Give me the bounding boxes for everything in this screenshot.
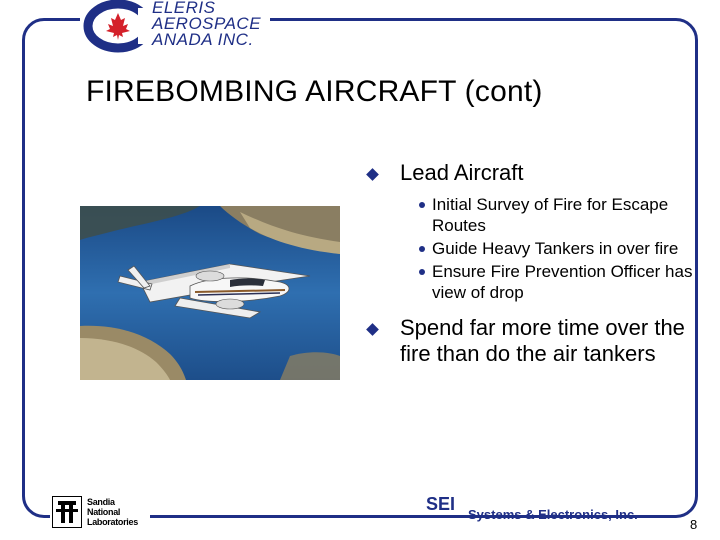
bullet-text: Lead Aircraft — [400, 160, 524, 185]
sub-bullet-item — [368, 261, 698, 303]
c-ring-logo — [80, 0, 160, 56]
dot-bullet-icon — [419, 269, 425, 275]
sei-underline — [420, 515, 462, 518]
aircraft-photo — [80, 206, 340, 380]
bullet-text: Spend far more time over the fire than do the air tankers — [400, 315, 685, 366]
diamond-bullet-icon — [366, 323, 379, 336]
sub-bullet-item — [368, 194, 698, 236]
sub-bullet-list — [368, 194, 698, 303]
sub-bullet-text: Initial Survey of Fire for Escape Routes — [432, 195, 669, 235]
sandia-name — [87, 497, 138, 527]
sei-logo-text: SEI — [426, 494, 456, 514]
bullet-lead-aircraft — [368, 160, 698, 186]
sei-company-name: Systems & Electronics, Inc. — [468, 507, 638, 522]
logo-line-3: ANADA INC. — [152, 30, 254, 49]
sub-bullet-text: Guide Heavy Tankers in over fire — [432, 239, 679, 258]
dot-bullet-icon — [419, 202, 425, 208]
dot-bullet-icon — [419, 246, 425, 252]
sandia-line-3: Laboratories — [87, 517, 138, 527]
company-logo — [80, 0, 280, 56]
bullet-spend-time — [368, 315, 698, 367]
maple-leaf-icon — [106, 13, 130, 40]
logo-line-2: AEROSPACE — [152, 14, 262, 33]
sandia-line-2: National — [87, 507, 121, 517]
sandia-logo — [52, 496, 152, 532]
slide-title: FIREBOMBING AIRCRAFT (cont) — [86, 75, 543, 108]
company-name — [152, 0, 261, 48]
diamond-bullet-icon — [366, 168, 379, 181]
sub-bullet-item — [368, 238, 698, 259]
sandia-line-1: Sandia — [87, 497, 115, 507]
bullet-list — [368, 160, 698, 375]
sandia-thunderbird-icon — [52, 496, 82, 528]
logo-line-1: ELERIS — [152, 0, 216, 17]
page-number: 8 — [690, 517, 698, 532]
sub-bullet-text: Ensure Fire Prevention Officer has view of drop — [432, 262, 693, 302]
